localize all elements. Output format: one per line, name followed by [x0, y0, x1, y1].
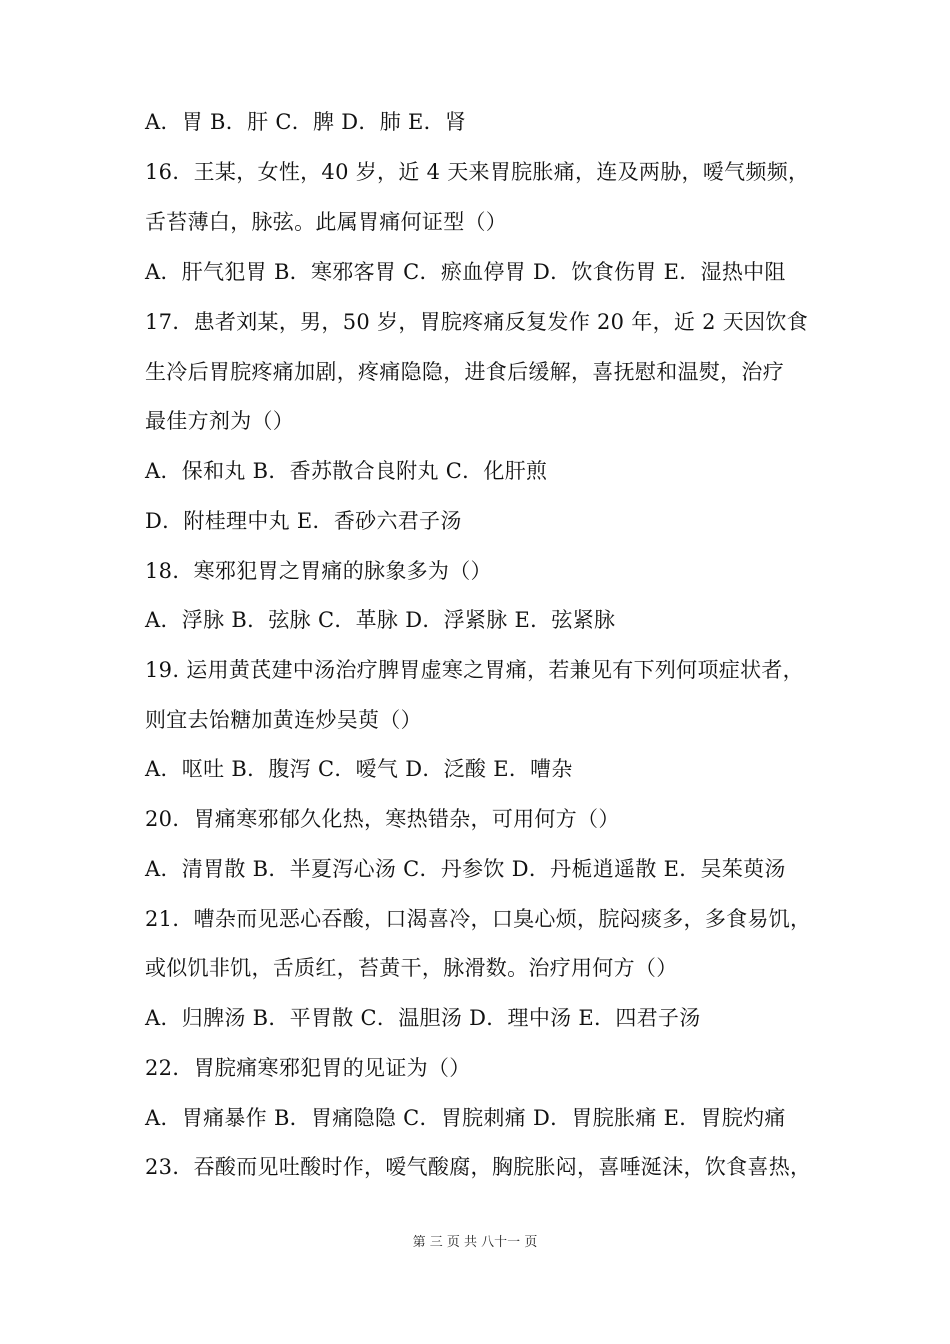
question-19-line-1: 19. 运用黄芪建中汤治疗脾胃虚寒之胃痛，若兼见有下列何项症状者，: [145, 658, 804, 682]
question-18-line-1: 18．寒邪犯胃之胃痛的脉象多为（）: [145, 559, 492, 583]
option-line-19: A．呕吐 B．腹泻 C．嗳气 D．泛酸 E．嘈杂: [145, 757, 573, 781]
option-line-21: A．归脾汤 B．平胃散 C．温胆汤 D．理中汤 E．四君子汤: [145, 1006, 701, 1030]
question-21-line-2: 或似饥非饥，舌质红，苔黄干，脉滑数。治疗用何方（）: [145, 956, 678, 980]
question-21-line-1: 21．嘈杂而见恶心吞酸，口渴喜冷，口臭心烦，脘闷痰多，多食易饥，: [145, 907, 812, 931]
question-23-line-1: 23．吞酸而见吐酸时作，嗳气酸腐，胸脘胀闷，喜唾涎沫，饮食喜热，: [145, 1155, 812, 1179]
option-line-16: A．肝气犯胃 B．寒邪客胃 C．瘀血停胃 D．饮食伤胃 E．湿热中阻: [145, 260, 786, 284]
question-17-line-3: 最佳方剂为（）: [145, 409, 295, 433]
question-22-line-1: 22．胃脘痛寒邪犯胃的见证为（）: [145, 1056, 471, 1080]
option-line-17b: D．附桂理中丸 E．香砂六君子汤: [145, 509, 462, 533]
option-line-18: A．浮脉 B．弦脉 C．革脉 D．浮紧脉 E．弦紧脉: [145, 608, 616, 632]
page-footer: 第 三 页 共 八十一 页: [412, 1235, 538, 1250]
question-17-line-2: 生冷后胃脘疼痛加剧，疼痛隐隐，进食后缓解，喜抚慰和温熨，治疗: [145, 360, 784, 384]
question-16-line-2: 舌苔薄白，脉弦。此属胃痛何证型（）: [145, 210, 508, 234]
question-17-line-1: 17．患者刘某，男，50 岁，胃脘疼痛反复发作 20 年，近 2 天因饮食: [145, 310, 808, 334]
option-line-15: A．胃 B．肝 C．脾 D．肺 E．肾: [145, 110, 467, 134]
option-line-17a: A．保和丸 B．香苏散合良附丸 C．化肝煎: [145, 459, 548, 483]
option-line-20: A．清胃散 B．半夏泻心汤 C．丹参饮 D．丹栀逍遥散 E．吴茱萸汤: [145, 857, 786, 881]
option-line-22: A．胃痛暴作 B．胃痛隐隐 C．胃脘刺痛 D．胃脘胀痛 E．胃脘灼痛: [145, 1106, 786, 1130]
question-20-line-1: 20．胃痛寒邪郁久化热，寒热错杂，可用何方（）: [145, 807, 620, 831]
question-19-line-2: 则宜去饴糖加黄连炒吴萸（）: [145, 708, 422, 732]
question-16-line-1: 16．王某，女性，40 岁，近 4 天来胃脘胀痛，连及两胁，嗳气频频，: [145, 160, 810, 184]
